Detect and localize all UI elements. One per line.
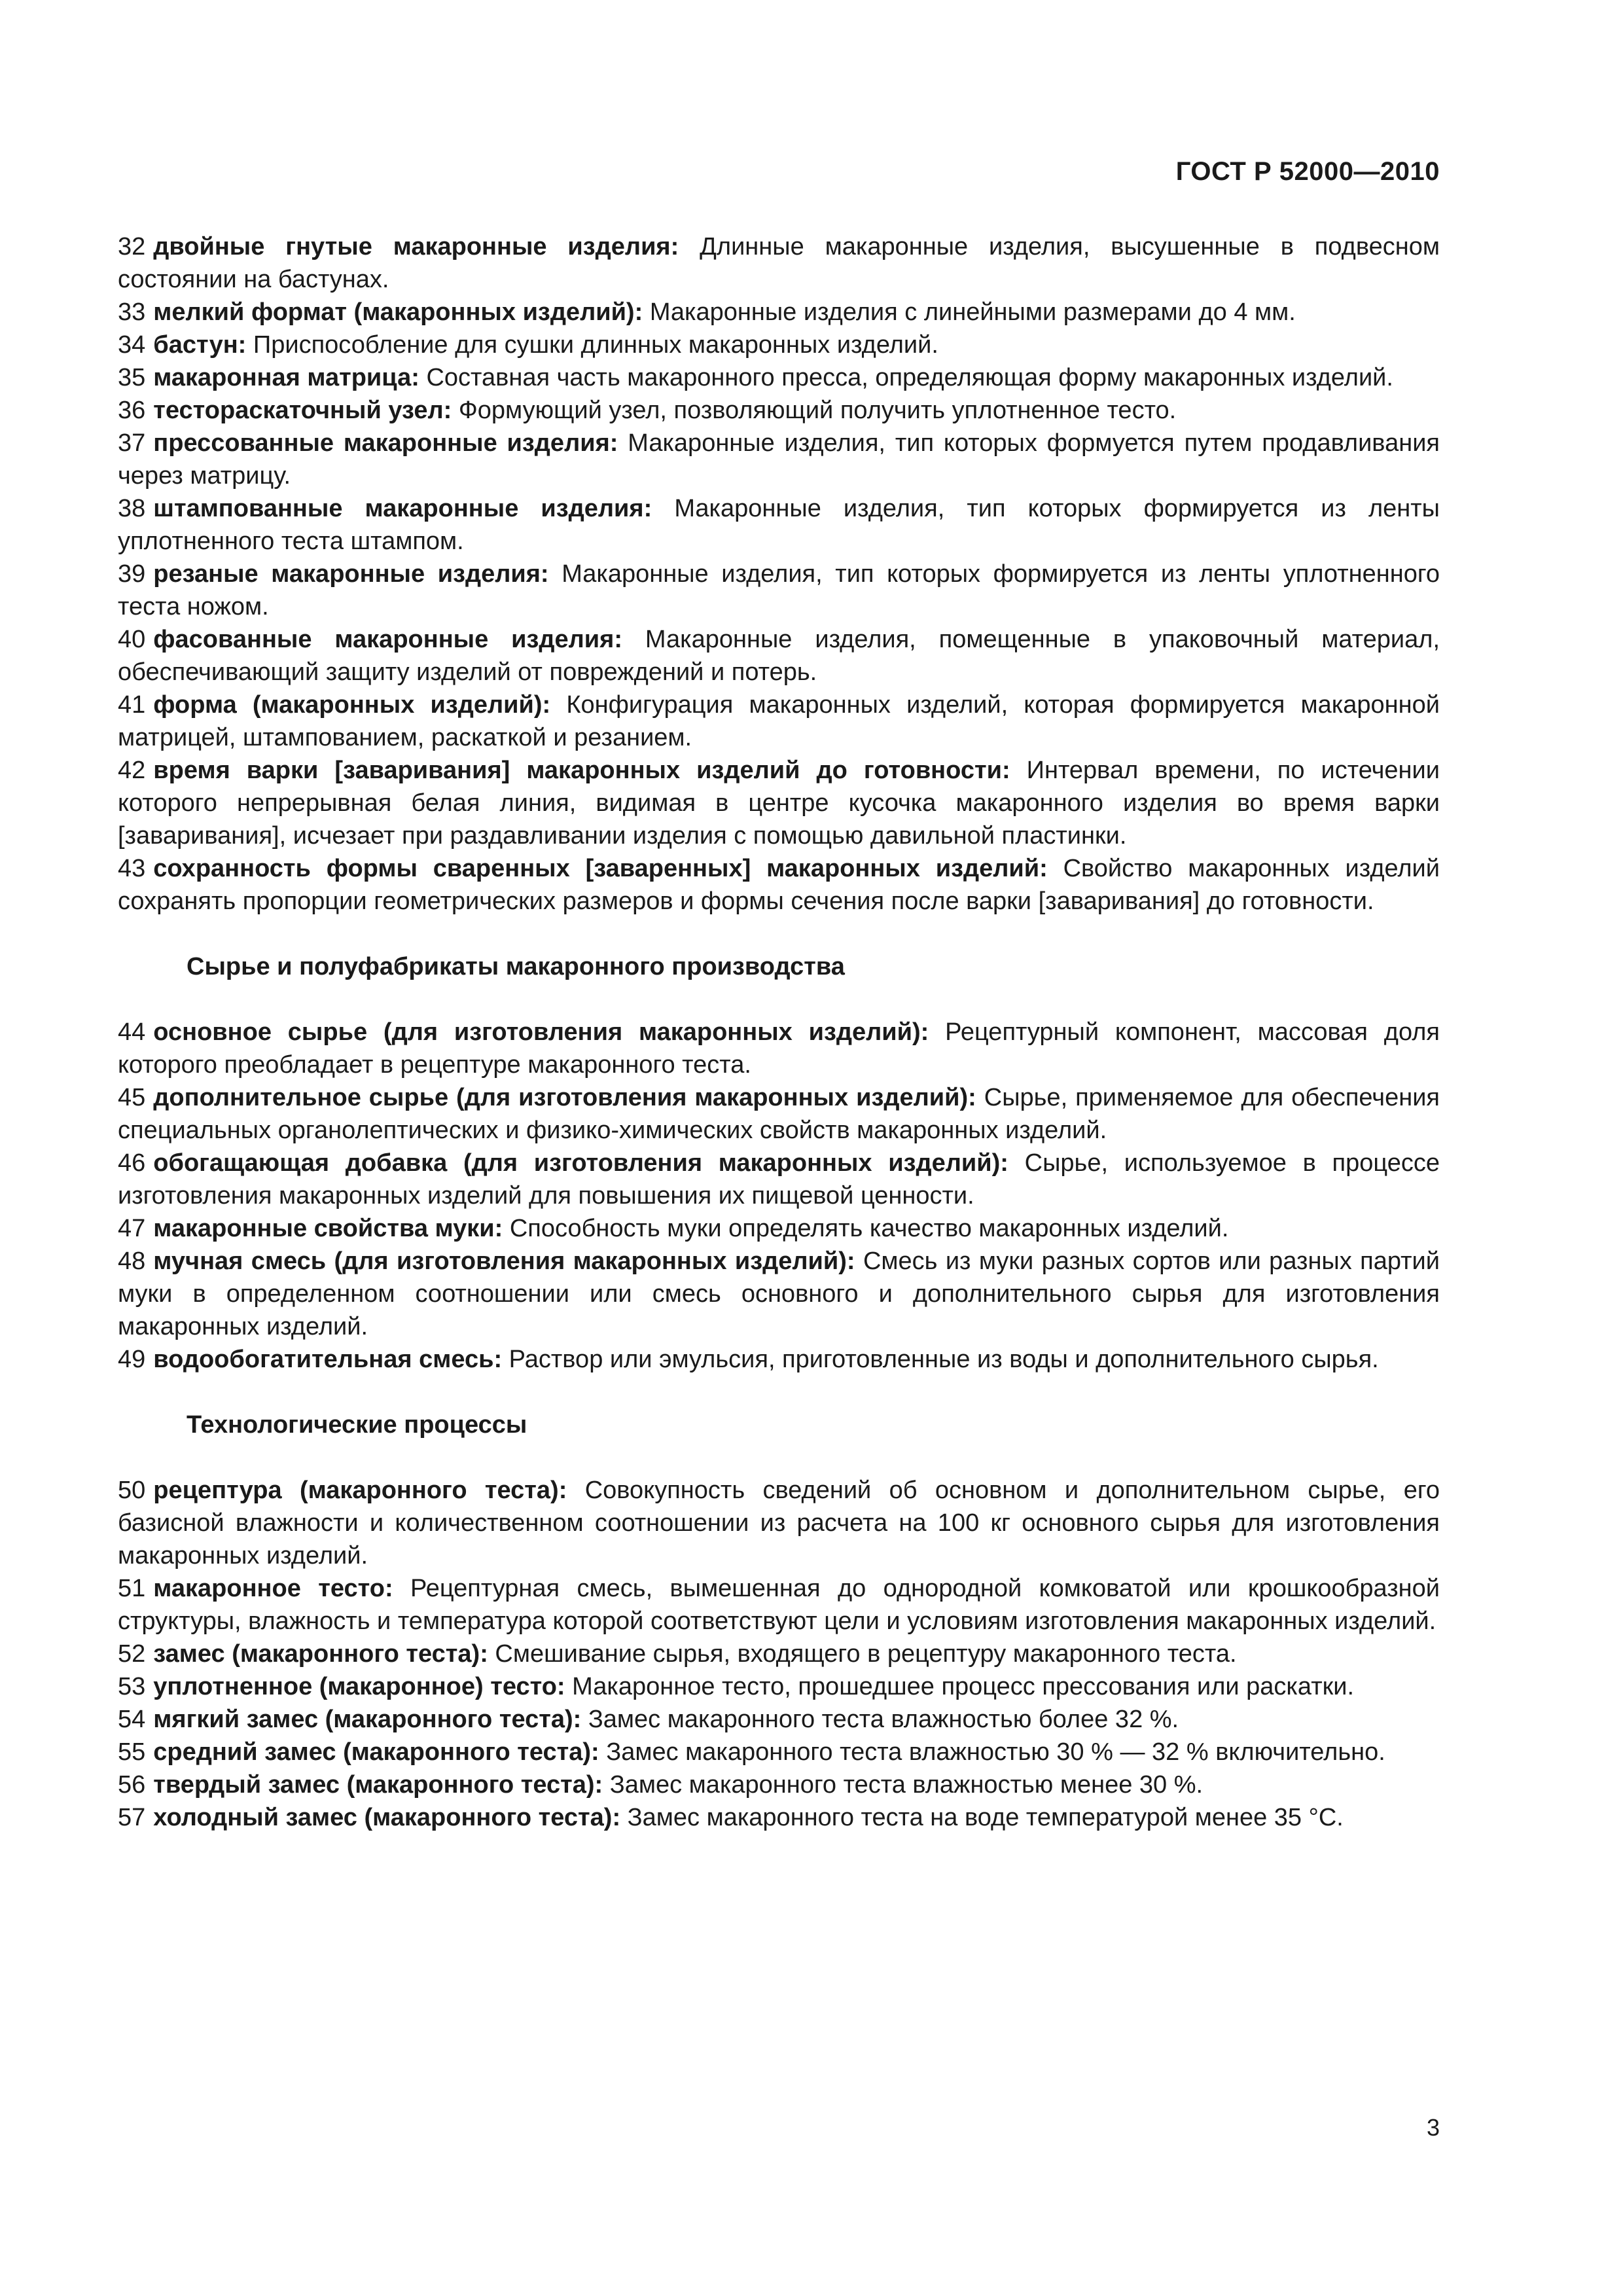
term-entry (118, 754, 1440, 852)
term-definition: Замес макаронного теста влажностью менее 30 %. (609, 1771, 1204, 1799)
term-definition: Конфигурация макаронных изделий, которая формируется макаронной матрицей, штампованием, раскаткой и резанием. (118, 691, 1440, 751)
term-definition: Макаронное тесто, прошедшее процесс прессования или раскатки. (572, 1673, 1355, 1700)
term-title: макаронное тесто: (153, 1575, 393, 1602)
term-definition: Рецептурная смесь, вымешенная до однородной комковатой или крошкообразной структуры, влажность и температура которой соответствуют цели и условиям изготовления макаронных изделий. (118, 1575, 1440, 1635)
term-number: 52 (118, 1640, 146, 1668)
term-entry (118, 1016, 1440, 1081)
term-definition: Формующий узел, позволяющий получить уплотненное тесто. (458, 397, 1177, 424)
term-title: мягкий замес (макаронного теста): (153, 1706, 582, 1733)
term-entry (118, 394, 1440, 427)
term-entry (118, 230, 1440, 296)
term-number: 44 (118, 1018, 146, 1046)
term-entry (118, 1147, 1440, 1212)
section-heading-processes: Технологические процессы (187, 1411, 527, 1439)
term-number: 51 (118, 1575, 146, 1602)
term-entry (118, 1572, 1440, 1638)
term-entry (118, 1245, 1440, 1343)
term-title: тестораскаточный узел: (153, 397, 452, 424)
term-entry (118, 361, 1440, 394)
term-title: холодный замес (макаронного теста): (153, 1804, 621, 1831)
term-number: 36 (118, 397, 146, 424)
term-number: 56 (118, 1771, 146, 1799)
term-number: 50 (118, 1477, 146, 1504)
term-number: 33 (118, 298, 146, 326)
term-definition: Макаронные изделия, тип которых формируется из ленты уплотненного теста штампом. (118, 495, 1440, 555)
term-entry (118, 623, 1440, 689)
term-number: 46 (118, 1149, 146, 1177)
term-entry (118, 1638, 1440, 1670)
term-title: время варки [заваривания] макаронных изделий до готовности: (153, 757, 1010, 784)
term-group-2 (118, 1016, 1440, 1376)
term-title: замес (макаронного теста): (153, 1640, 488, 1668)
term-title: штампованные макаронные изделия: (153, 495, 652, 522)
term-number: 49 (118, 1346, 146, 1373)
term-number: 35 (118, 364, 146, 391)
term-number: 57 (118, 1804, 146, 1831)
term-title: средний замес (макаронного теста): (153, 1738, 599, 1766)
term-definition: Сырье, используемое в процессе изготовления макаронных изделий для повышения их пищевой ценности. (118, 1149, 1440, 1210)
term-number: 54 (118, 1706, 146, 1733)
term-number: 48 (118, 1247, 146, 1275)
term-number: 43 (118, 855, 146, 882)
term-title: бастун: (153, 331, 247, 359)
term-definition: Замес макаронного теста на воде температурой менее 35 °С. (627, 1804, 1344, 1831)
term-number: 45 (118, 1084, 146, 1111)
term-title: водообогатительная смесь: (153, 1346, 503, 1373)
term-group-3 (118, 1474, 1440, 1834)
page-number: 3 (1426, 2114, 1440, 2141)
term-definition: Макаронные изделия, тип которых формируется из ленты уплотненного теста ножом. (118, 560, 1440, 620)
term-entry (118, 492, 1440, 558)
term-definition: Замес макаронного теста влажностью 30 % — 32 % включительно. (606, 1738, 1385, 1766)
term-title: уплотненное (макаронное) тесто: (153, 1673, 565, 1700)
term-entry (118, 1474, 1440, 1572)
document-header: ГОСТ Р 52000—2010 (1175, 157, 1440, 186)
term-title: рецептура (макаронного теста): (153, 1477, 567, 1504)
term-number: 42 (118, 757, 146, 784)
term-title: прессованные макаронные изделия: (153, 429, 618, 457)
term-definition: Интервал времени, по истечении которого непрерывная белая линия, видимая в центре кусочка макаронного изделия во время варки [заваривания], исчезает при раздавливании изделия с помощью давильной пластинки. (118, 757, 1440, 850)
term-entry (118, 329, 1440, 361)
term-number: 41 (118, 691, 146, 719)
term-number: 34 (118, 331, 146, 359)
term-number: 40 (118, 626, 146, 653)
term-definition: Рецептурный компонент, массовая доля которого преобладает в рецептуре макаронного теста. (118, 1018, 1440, 1079)
term-entry (118, 1212, 1440, 1245)
term-number: 32 (118, 233, 146, 260)
term-number: 47 (118, 1215, 146, 1242)
term-title: мучная смесь (для изготовления макаронных изделий): (153, 1247, 855, 1275)
term-definition: Смесь из муки разных сортов или разных партий муки в определенном соотношении или смесь основного и дополнительного сырья для изготовления макаронных изделий. (118, 1247, 1440, 1340)
term-group-1 (118, 230, 1440, 918)
term-entry (118, 1768, 1440, 1801)
term-definition: Длинные макаронные изделия, высушенные в подвесном состоянии на бастунах. (118, 233, 1440, 293)
term-title: основное сырье (для изготовления макаронных изделий): (153, 1018, 929, 1046)
term-definition: Способность муки определять качество макаронных изделий. (509, 1215, 1229, 1242)
term-number: 53 (118, 1673, 146, 1700)
term-number: 37 (118, 429, 146, 457)
term-number: 55 (118, 1738, 146, 1766)
term-title: фасованные макаронные изделия: (153, 626, 622, 653)
term-entry (118, 852, 1440, 918)
term-entry (118, 1670, 1440, 1703)
term-title: обогащающая добавка (для изготовления макаронных изделий): (153, 1149, 1008, 1177)
term-definition: Свойство макаронных изделий сохранять пропорции геометрических размеров и формы сечения после варки [заваривания] до готовности. (118, 855, 1440, 915)
term-number: 38 (118, 495, 146, 522)
term-entry (118, 558, 1440, 623)
term-entry (118, 296, 1440, 329)
term-title: мелкий формат (макаронных изделий): (153, 298, 643, 326)
term-definition: Макаронные изделия с линейными размерами до 4 мм. (649, 298, 1296, 326)
term-definition: Макаронные изделия, помещенные в упаковочный материал, обеспечивающий защиту изделий от повреждений и потерь. (118, 626, 1440, 686)
term-entry (118, 1703, 1440, 1736)
term-title: форма (макаронных изделий): (153, 691, 551, 719)
term-title: резаные макаронные изделия: (153, 560, 549, 588)
term-definition: Смешивание сырья, входящего в рецептуру макаронного теста. (495, 1640, 1237, 1668)
term-definition: Составная часть макаронного пресса, определяющая форму макаронных изделий. (426, 364, 1393, 391)
term-entry (118, 1081, 1440, 1147)
term-title: двойные гнутые макаронные изделия: (153, 233, 679, 260)
term-definition: Раствор или эмульсия, приготовленные из воды и дополнительного сырья. (508, 1346, 1379, 1373)
term-number: 39 (118, 560, 146, 588)
term-title: дополнительное сырье (для изготовления макаронных изделий): (153, 1084, 976, 1111)
section-heading-raw-materials: Сырье и полуфабрикаты макаронного производства (187, 953, 845, 980)
term-title: макаронные свойства муки: (153, 1215, 503, 1242)
term-title: твердый замес (макаронного теста): (153, 1771, 603, 1799)
term-definition: Сырье, применяемое для обеспечения специальных органолептических и физико-химических свойств макаронных изделий. (118, 1084, 1440, 1144)
term-title: сохранность формы сваренных [заваренных] макаронных изделий: (153, 855, 1048, 882)
term-entry (118, 1343, 1440, 1376)
term-entry (118, 1801, 1440, 1834)
term-title: макаронная матрица: (153, 364, 419, 391)
term-entry (118, 689, 1440, 754)
term-definition: Макаронные изделия, тип которых формуется путем продавливания через матрицу. (118, 429, 1440, 490)
document-body (118, 230, 1440, 1834)
term-entry (118, 1736, 1440, 1768)
term-definition: Приспособление для сушки длинных макаронных изделий. (253, 331, 938, 359)
term-definition: Замес макаронного теста влажностью более 32 %. (588, 1706, 1179, 1733)
term-definition: Совокупность сведений об основном и дополнительном сырье, его базисной влажности и количественном соотношении из расчета на 100 кг основного сырья для изготовления макаронных изделий. (118, 1477, 1440, 1570)
term-entry (118, 427, 1440, 492)
